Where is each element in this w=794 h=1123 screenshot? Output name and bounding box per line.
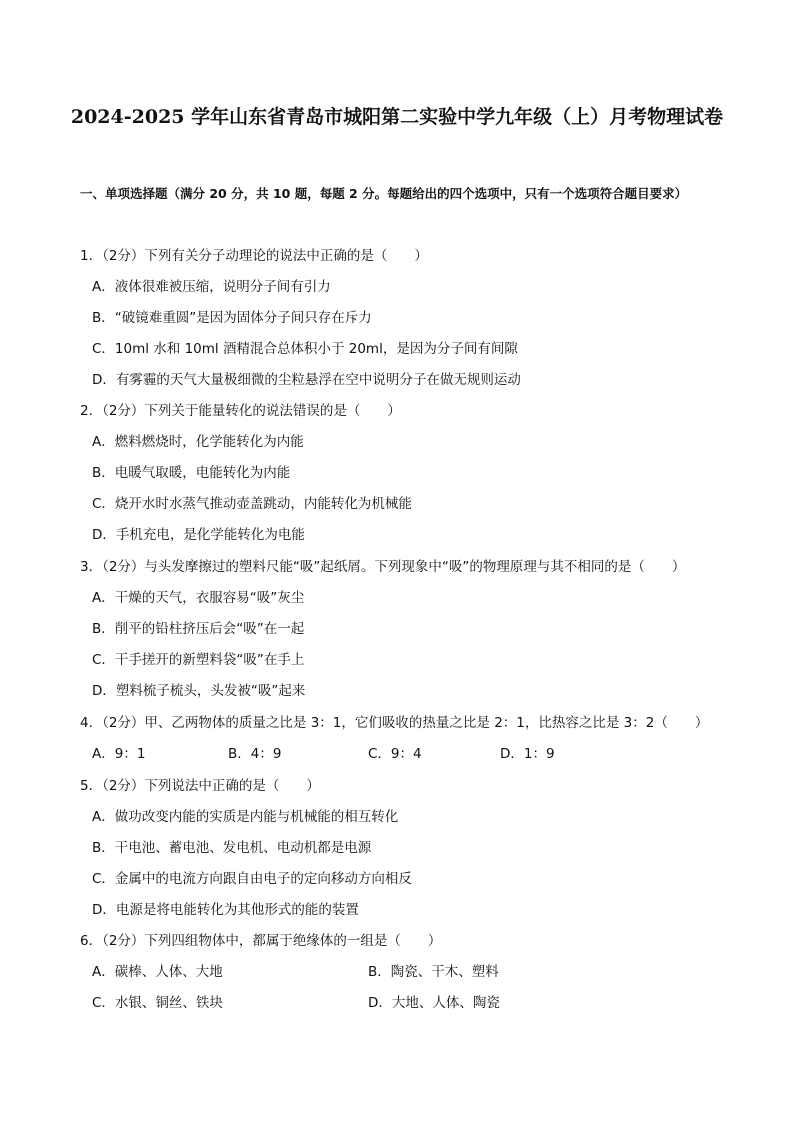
question-stem: 6．（2分）下列四组物体中，都属于绝缘体的一组是（ ） [80, 933, 442, 949]
option-d: D．电源是将电能转化为其他形式的能的装置 [92, 902, 359, 918]
option-a: A．9：1 [92, 746, 146, 762]
option-d: D．大地、人体、陶瓷 [368, 995, 500, 1011]
question-stem: 3．（2分）与头发摩擦过的塑料尺能“吸”起纸屑。下列现象中“吸”的物理原理与其不相同的是（ ） [80, 559, 686, 575]
option-b: B．陶瓷、干木、塑料 [368, 964, 499, 980]
question-stem: 2．（2分）下列关于能量转化的说法错误的是（ ） [80, 403, 401, 419]
option-d: D．有雾霾的天气大量极细微的尘粒悬浮在空中说明分子在做无规则运动 [92, 372, 521, 388]
question-stem: 1．（2分）下列有关分子动理论的说法中正确的是（ ） [80, 248, 428, 264]
option-b: B．电暖气取暖，电能转化为内能 [92, 465, 291, 481]
option-c: C．水银、铜丝、铁块 [92, 995, 223, 1011]
option-c: C．9：4 [368, 746, 422, 762]
option-c: C．10ml 水和 10ml 酒精混合总体积小于 20ml，是因为分子间有间隙 [92, 341, 518, 357]
option-d: D．手机充电，是化学能转化为电能 [92, 527, 305, 543]
option-b: B．削平的铅柱挤压后会“吸”在一起 [92, 621, 305, 637]
option-d: D．1：9 [500, 746, 555, 762]
option-d: D．塑料梳子梳头，头发被“吸”起来 [92, 683, 306, 699]
option-b: B．“破镜难重圆”是因为固体分子间只存在斥力 [92, 310, 372, 326]
option-a: A．液体很难被压缩，说明分子间有引力 [92, 279, 331, 295]
question-stem: 4．（2分）甲、乙两物体的质量之比是 3：1，它们吸收的热量之比是 2：1，比热容之比是 3：2（ ） [80, 715, 709, 731]
option-c: C．烧开水时水蒸气推动壶盖跳动，内能转化为机械能 [92, 496, 412, 512]
option-b: B．干电池、蓄电池、发电机、电动机都是电源 [92, 840, 372, 856]
option-a: A．碳棒、人体、大地 [92, 964, 223, 980]
option-a: A．干燥的天气，衣服容易“吸”灰尘 [92, 590, 305, 606]
option-a: A．做功改变内能的实质是内能与机械能的相互转化 [92, 809, 399, 825]
option-a: A．燃料燃烧时，化学能转化为内能 [92, 434, 304, 450]
question-stem: 5．（2分）下列说法中正确的是（ ） [80, 778, 320, 794]
option-c: C．干手搓开的新塑料袋“吸”在手上 [92, 652, 305, 668]
option-c: C．金属中的电流方向跟自由电子的定向移动方向相反 [92, 871, 412, 887]
section-heading: 一、单项选择题（满分 20 分，共 10 题，每题 2 分。每题给出的四个选项中，只有一个选项符合题目要求） [80, 186, 688, 201]
option-b: B．4：9 [228, 746, 282, 762]
exam-title: 2024-2025 学年山东省青岛市城阳第二实验中学九年级（上）月考物理试卷 [70, 106, 724, 128]
